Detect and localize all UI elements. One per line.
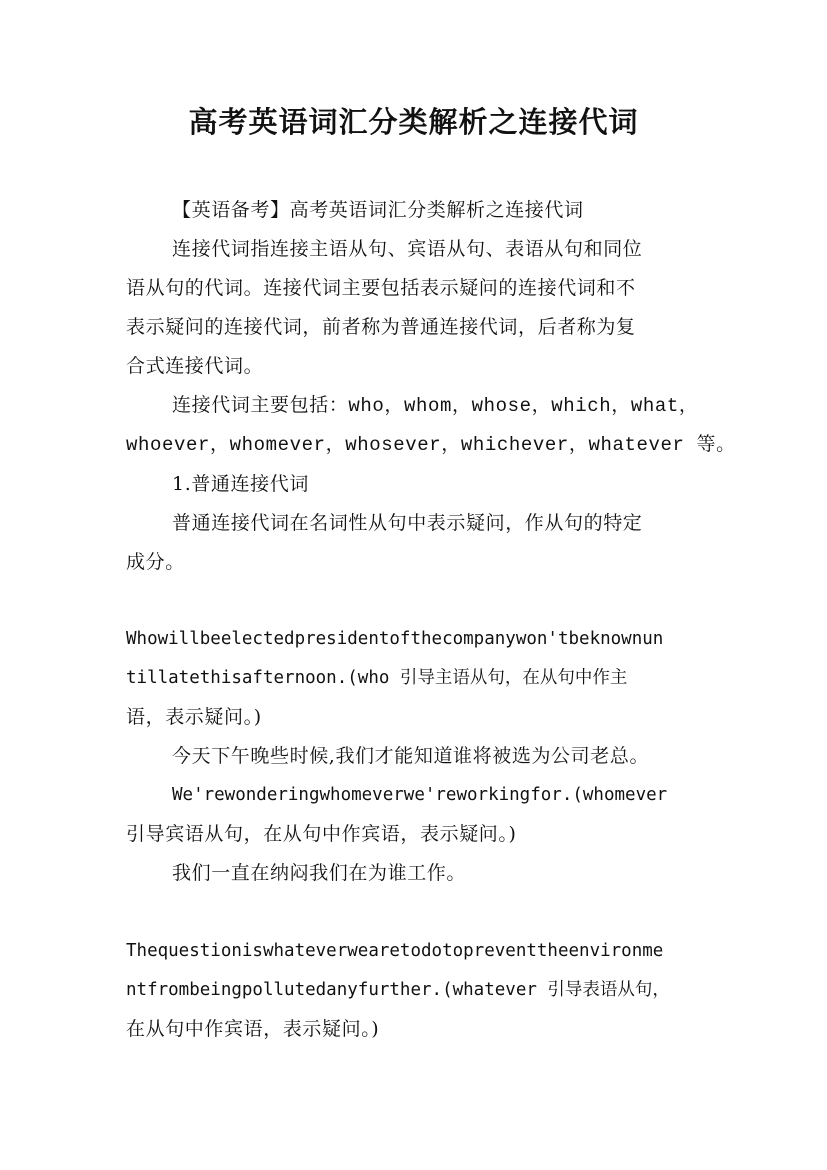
text-line: whoever，whomever，whosever，whichever，whatever 等。	[126, 434, 736, 456]
text-line: 1.普通连接代词	[172, 473, 309, 495]
text-line: 成分。	[126, 551, 185, 573]
text-line: 普通连接代词在名词性从句中表示疑问，作从句的特定	[172, 512, 643, 534]
text-line: 合式连接代词。	[126, 355, 264, 377]
text-line: 引导宾语从句，在从句中作宾语，表示疑问。)	[126, 823, 517, 845]
text-line: 语，表示疑问。)	[126, 706, 262, 728]
text-line: 我们一直在纳闷我们在为谁工作。	[172, 862, 467, 884]
document-title: 高考英语词汇分类解析之连接代词	[188, 105, 639, 139]
text-line: Whowillbeelectedpresidentofthecompanywon'tbeknownun	[126, 629, 664, 649]
text-line: 今天下午晚些时候,我们才能知道谁将被选为公司老总。	[172, 745, 650, 767]
text-line: 连接代词指连接主语从句、宾语从句、表语从句和同位	[172, 238, 643, 260]
text-line: 语从句的代词。连接代词主要包括表示疑问的连接代词和不	[126, 277, 636, 299]
text-line: 连接代词主要包括：who，whom，whose，which，what，	[172, 395, 699, 417]
text-line: 【英语备考】高考英语词汇分类解析之连接代词	[172, 199, 584, 221]
text-line: Thequestioniswhateverwearetodotopreventtheenvironme	[126, 941, 664, 961]
text-line: 表示疑问的连接代词，前者称为普通连接代词，后者称为复	[126, 316, 636, 338]
text-line: ntfrombeingpollutedanyfurther.(whatever 引导表语从句，	[126, 980, 670, 1000]
text-line: 在从句中作宾语，表示疑问。)	[126, 1018, 380, 1040]
text-line: We'rewonderingwhomeverwe'reworkingfor.(whomever	[172, 785, 668, 805]
text-line: tillatethisafternoon.(who 引导主语从句，在从句中作主	[126, 668, 628, 688]
